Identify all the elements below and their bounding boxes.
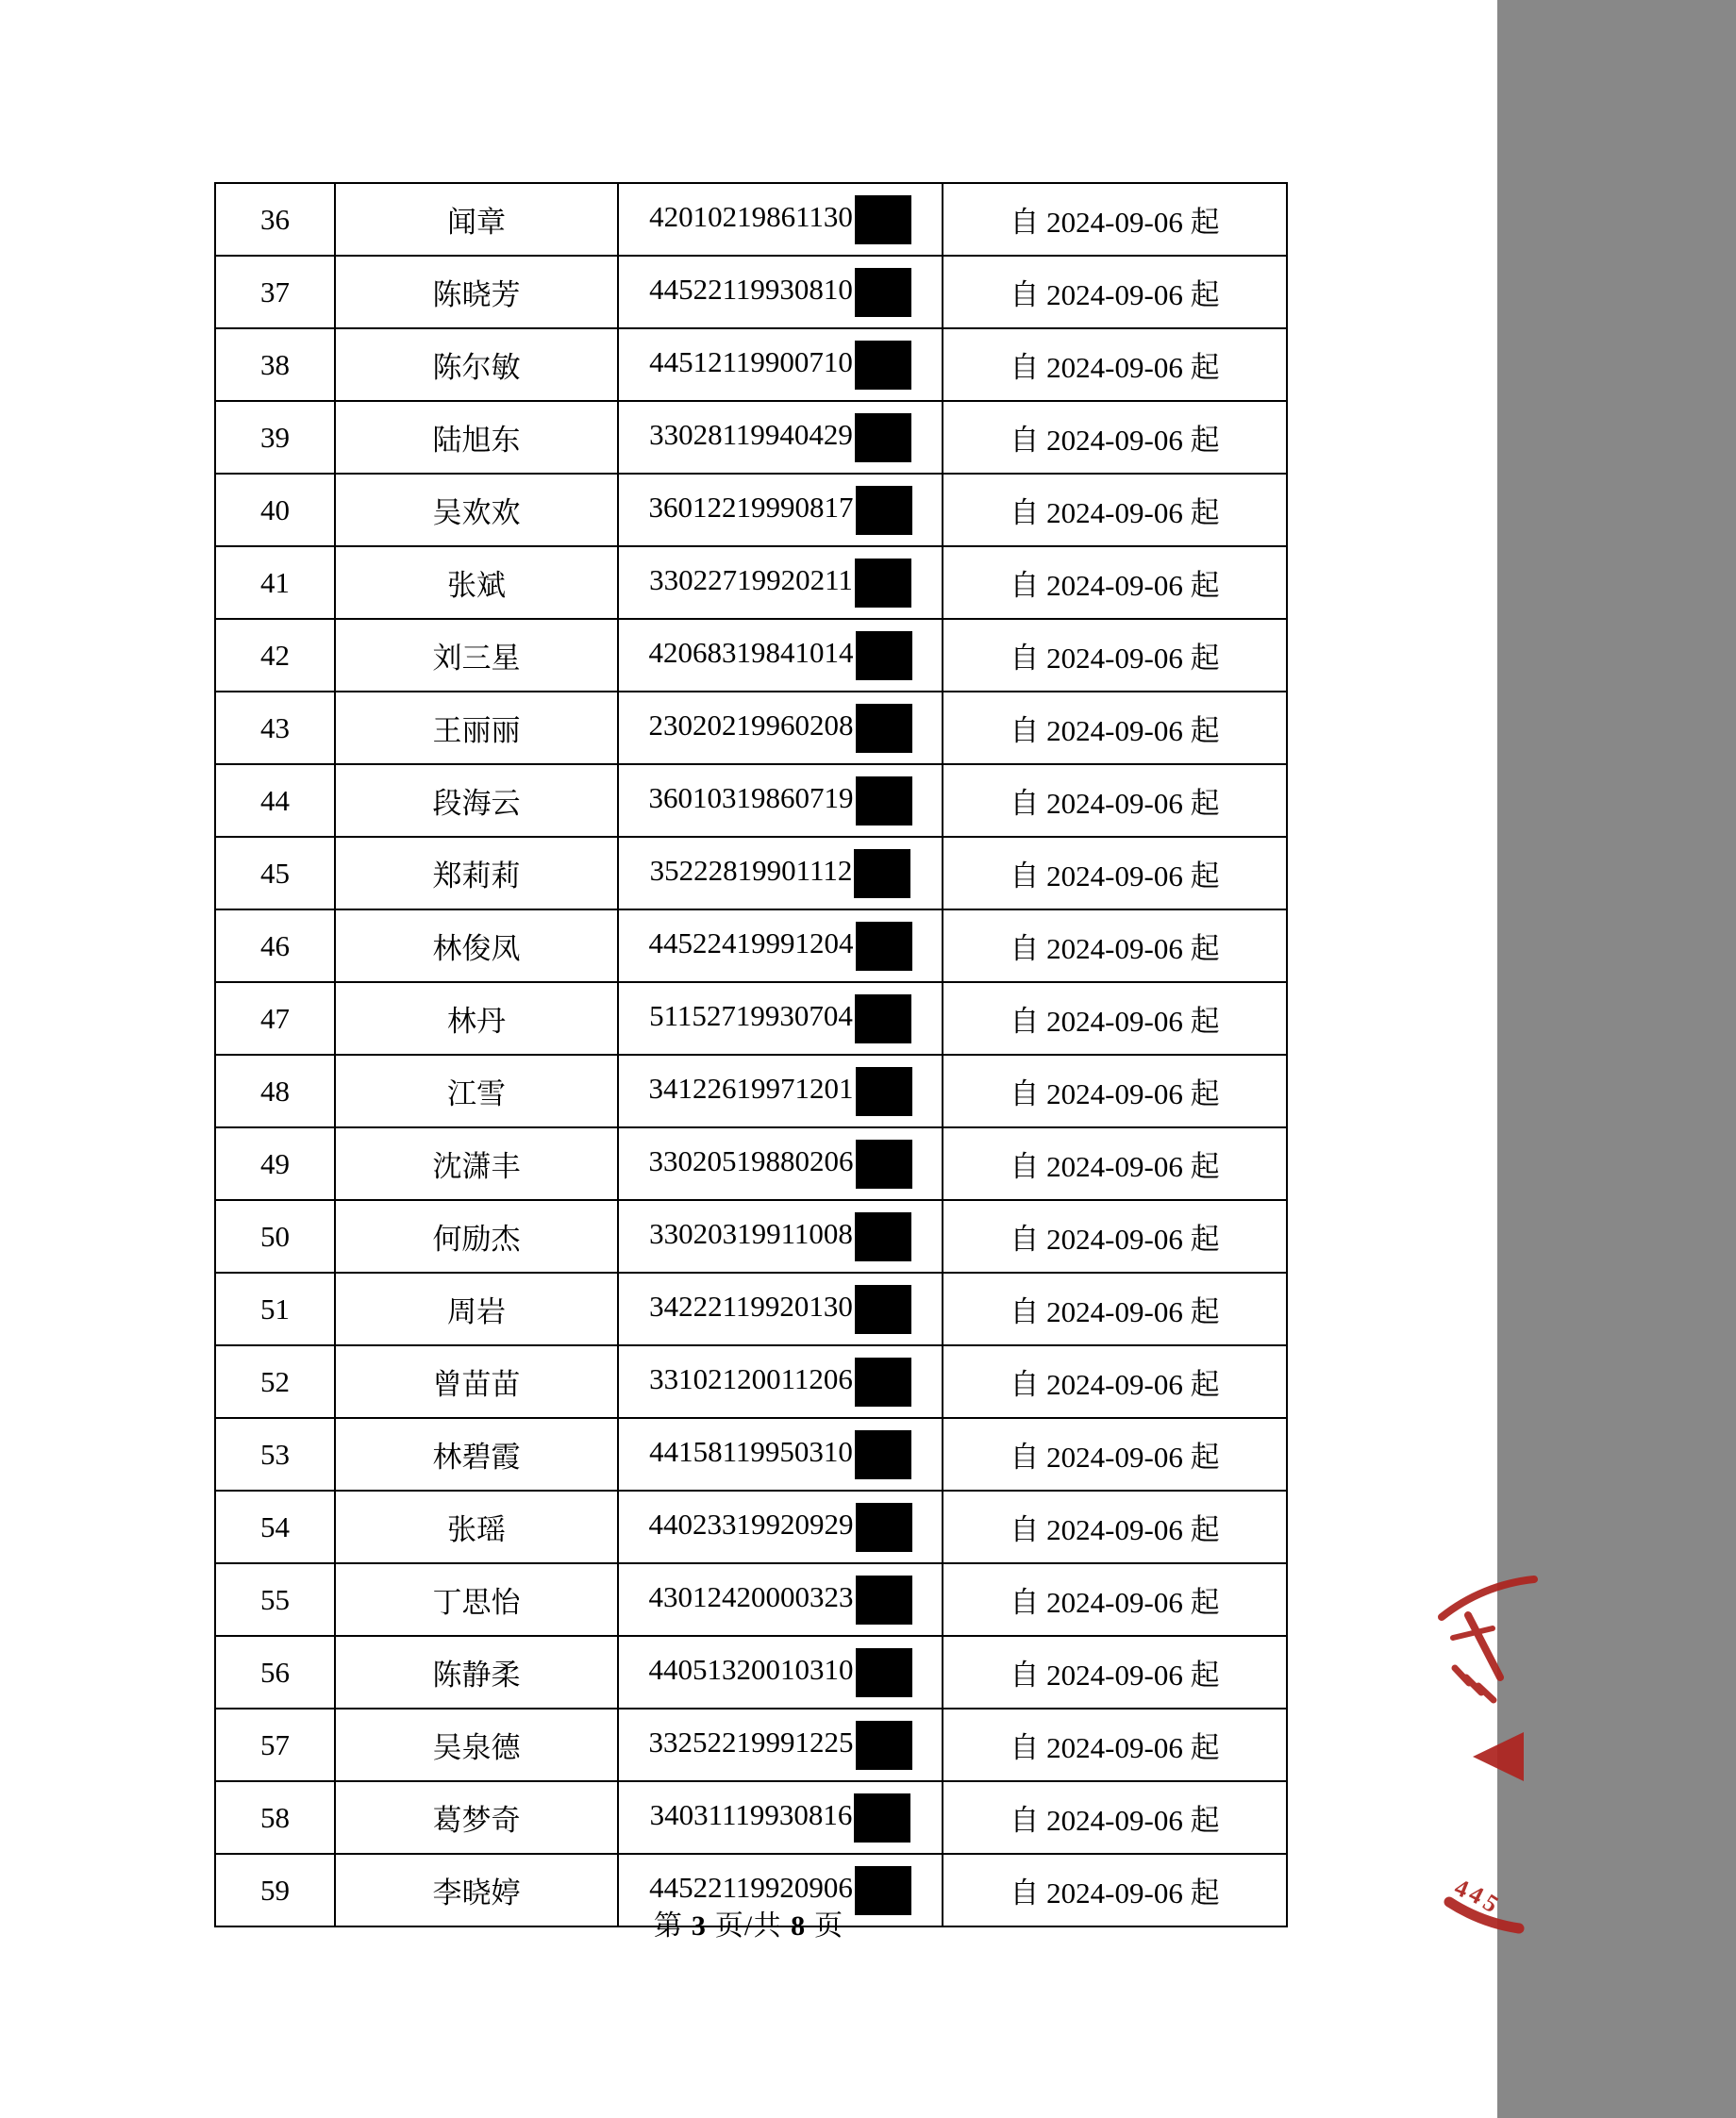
id-number-cell (618, 1418, 943, 1491)
seal-character-stroke-tick3 (1478, 1686, 1494, 1700)
id-number-cell (618, 1491, 943, 1563)
table-row (215, 474, 1287, 546)
person-name: 林俊凤 (432, 932, 521, 965)
valid-from-cell (943, 692, 1287, 764)
person-name: 段海云 (432, 787, 521, 820)
id-number-visible-digits: 44158119950310 (649, 1434, 853, 1468)
row-number: 43 (260, 710, 290, 744)
name-cell (335, 401, 618, 474)
table-row (215, 1636, 1287, 1709)
valid-from-text: 自 2024-09-06 起 (1010, 1731, 1220, 1764)
valid-from-cell (943, 1273, 1287, 1345)
table-row (215, 1418, 1287, 1491)
row-number-cell (215, 1127, 335, 1200)
valid-from-cell (943, 256, 1287, 328)
name-cell (335, 1563, 618, 1636)
name-cell (335, 1418, 618, 1491)
table-row (215, 328, 1287, 401)
row-number-cell (215, 1491, 335, 1563)
id-number-visible-digits: 44512119900710 (649, 344, 853, 378)
table-row (215, 1273, 1287, 1345)
person-name: 陈尔敏 (432, 351, 521, 384)
row-number-cell (215, 764, 335, 837)
row-number-cell (215, 474, 335, 546)
valid-from-cell (943, 1563, 1287, 1636)
id-number-visible-digits: 34122619971201 (648, 1071, 854, 1105)
id-number-visible-digits: 34031119930816 (649, 1797, 853, 1831)
row-number: 58 (260, 1800, 290, 1834)
person-name: 吴泉德 (432, 1731, 521, 1764)
table-row (215, 1055, 1287, 1127)
table-row (215, 909, 1287, 982)
valid-from-cell (943, 1345, 1287, 1418)
roster-table-body (215, 183, 1287, 1926)
redaction-box (856, 1576, 912, 1625)
name-cell (335, 1200, 618, 1273)
row-number-cell (215, 1345, 335, 1418)
id-number-cell (618, 1200, 943, 1273)
row-number: 54 (260, 1509, 290, 1543)
footer-label-after: 页 (814, 1910, 844, 1942)
row-number: 56 (260, 1655, 290, 1689)
row-number: 44 (260, 783, 290, 817)
table-row (215, 183, 1287, 256)
redaction-box (856, 776, 912, 826)
redaction-box (856, 1067, 912, 1116)
row-number-cell (215, 1055, 335, 1127)
valid-from-text: 自 2024-09-06 起 (1010, 278, 1220, 311)
table-row (215, 692, 1287, 764)
redaction-box (854, 849, 910, 898)
seal-character-stroke-diagonal (1468, 1615, 1500, 1677)
seal-ring-top-arc (1442, 1579, 1534, 1617)
id-number-visible-digits: 33020319911008 (649, 1216, 853, 1250)
valid-from-text: 自 2024-09-06 起 (1010, 932, 1220, 965)
person-name: 周岩 (447, 1295, 506, 1328)
redaction-box (856, 631, 912, 680)
person-name: 吴欢欢 (432, 496, 521, 529)
valid-from-cell (943, 764, 1287, 837)
id-number-cell (618, 183, 943, 256)
redaction-box (855, 413, 911, 462)
id-number-cell (618, 764, 943, 837)
id-number-visible-digits: 34222119920130 (649, 1289, 853, 1323)
row-number-cell (215, 401, 335, 474)
redaction-box (856, 704, 912, 753)
valid-from-text: 自 2024-09-06 起 (1010, 1368, 1220, 1401)
valid-from-cell (943, 474, 1287, 546)
person-name: 曾苗苗 (432, 1368, 521, 1401)
valid-from-cell (943, 982, 1287, 1055)
valid-from-text: 自 2024-09-06 起 (1010, 1223, 1220, 1256)
redaction-box (856, 1140, 912, 1189)
row-number-cell (215, 1563, 335, 1636)
person-name: 葛梦奇 (432, 1804, 521, 1837)
valid-from-text: 自 2024-09-06 起 (1010, 714, 1220, 747)
name-cell (335, 982, 618, 1055)
page-footer (0, 1902, 1497, 1943)
roster-table (214, 182, 1288, 1927)
person-name: 何励杰 (432, 1223, 521, 1256)
row-number: 42 (260, 638, 290, 672)
name-cell (335, 1709, 618, 1781)
redaction-box (854, 1793, 910, 1843)
name-cell (335, 837, 618, 909)
row-number-cell (215, 1200, 335, 1273)
valid-from-cell (943, 328, 1287, 401)
table-row (215, 1127, 1287, 1200)
redaction-box (855, 268, 911, 317)
row-number: 45 (260, 856, 290, 890)
row-number-cell (215, 909, 335, 982)
id-number-visible-digits: 33102120011206 (649, 1361, 853, 1395)
valid-from-text: 自 2024-09-06 起 (1010, 1295, 1220, 1328)
valid-from-text: 自 2024-09-06 起 (1010, 1659, 1220, 1692)
id-number-visible-digits: 43012420000323 (648, 1579, 854, 1613)
seal-serial-digit-2: 4 (1464, 1879, 1489, 1910)
table-row (215, 1709, 1287, 1781)
valid-from-cell (943, 1781, 1287, 1854)
row-number-cell (215, 982, 335, 1055)
redaction-box (855, 195, 911, 244)
redaction-box (856, 486, 912, 535)
row-number-cell (215, 256, 335, 328)
footer-label-before: 第 (653, 1910, 683, 1942)
valid-from-cell (943, 837, 1287, 909)
valid-from-text: 自 2024-09-06 起 (1010, 1077, 1220, 1110)
name-cell (335, 764, 618, 837)
row-number-cell (215, 1418, 335, 1491)
valid-from-text: 自 2024-09-06 起 (1010, 1876, 1220, 1910)
id-number-cell (618, 1127, 943, 1200)
row-number: 59 (260, 1873, 290, 1907)
valid-from-cell (943, 1200, 1287, 1273)
row-number-cell (215, 1636, 335, 1709)
valid-from-cell (943, 909, 1287, 982)
id-number-visible-digits: 44051320010310 (648, 1652, 854, 1686)
seal-star-point (1473, 1732, 1524, 1781)
valid-from-text: 自 2024-09-06 起 (1010, 206, 1220, 239)
id-number-cell (618, 619, 943, 692)
id-number-visible-digits: 33252219991225 (648, 1725, 854, 1759)
table-row (215, 764, 1287, 837)
seal-serial-digit-1: 4 (1450, 1873, 1473, 1904)
redaction-box (855, 1430, 911, 1479)
id-number-cell (618, 982, 943, 1055)
valid-from-text: 自 2024-09-06 起 (1010, 496, 1220, 529)
redaction-box (855, 341, 911, 390)
name-cell (335, 183, 618, 256)
id-number-visible-digits: 42068319841014 (648, 635, 854, 669)
valid-from-cell (943, 1709, 1287, 1781)
row-number: 49 (260, 1146, 290, 1180)
valid-from-text: 自 2024-09-06 起 (1010, 1513, 1220, 1546)
row-number-cell (215, 328, 335, 401)
row-number: 51 (260, 1292, 290, 1326)
id-number-cell (618, 1636, 943, 1709)
valid-from-text: 自 2024-09-06 起 (1010, 787, 1220, 820)
row-number-cell (215, 619, 335, 692)
footer-page-number: 3 (691, 1910, 707, 1942)
valid-from-text: 自 2024-09-06 起 (1010, 351, 1220, 384)
valid-from-text: 自 2024-09-06 起 (1010, 859, 1220, 892)
row-number-cell (215, 692, 335, 764)
name-cell (335, 1345, 618, 1418)
person-name: 李晓婷 (432, 1876, 521, 1910)
row-number: 52 (260, 1364, 290, 1398)
name-cell (335, 909, 618, 982)
seal-character-stroke-tick2 (1466, 1677, 1481, 1693)
table-row (215, 619, 1287, 692)
footer-label-middle: 页/共 (714, 1910, 783, 1942)
person-name: 丁思怡 (432, 1586, 521, 1619)
person-name: 江雪 (447, 1077, 506, 1110)
table-row (215, 1563, 1287, 1636)
table-row (215, 982, 1287, 1055)
valid-from-text: 自 2024-09-06 起 (1010, 642, 1220, 675)
id-number-cell (618, 1345, 943, 1418)
redaction-box (856, 1721, 912, 1770)
id-number-cell (618, 1781, 943, 1854)
redaction-box (855, 1212, 911, 1261)
id-number-visible-digits: 23020219960208 (648, 708, 854, 742)
name-cell (335, 1055, 618, 1127)
valid-from-cell (943, 1055, 1287, 1127)
name-cell (335, 1636, 618, 1709)
table-row (215, 1200, 1287, 1273)
id-number-cell (618, 909, 943, 982)
row-number: 57 (260, 1727, 290, 1761)
person-name: 张瑶 (447, 1513, 506, 1546)
valid-from-cell (943, 1127, 1287, 1200)
row-number: 50 (260, 1219, 290, 1253)
row-number: 48 (260, 1074, 290, 1108)
id-number-cell (618, 474, 943, 546)
id-number-cell (618, 1709, 943, 1781)
id-number-cell (618, 328, 943, 401)
id-number-visible-digits: 44522119930810 (649, 272, 853, 306)
valid-from-cell (943, 401, 1287, 474)
table-row (215, 1491, 1287, 1563)
redaction-box (855, 1285, 911, 1334)
row-number: 55 (260, 1582, 290, 1616)
person-name: 林碧霞 (432, 1441, 521, 1474)
row-number-cell (215, 1709, 335, 1781)
table-row (215, 1781, 1287, 1854)
person-name: 张斌 (447, 569, 506, 602)
person-name: 陆旭东 (432, 424, 521, 457)
name-cell (335, 1781, 618, 1854)
id-number-visible-digits: 33028119940429 (649, 417, 853, 451)
redaction-box (855, 559, 911, 608)
table-row (215, 1345, 1287, 1418)
name-cell (335, 256, 618, 328)
valid-from-text: 自 2024-09-06 起 (1010, 569, 1220, 602)
id-number-visible-digits: 35222819901112 (649, 853, 853, 887)
row-number-cell (215, 837, 335, 909)
row-number: 36 (260, 202, 290, 236)
valid-from-cell (943, 1418, 1287, 1491)
id-number-visible-digits: 51152719930704 (649, 998, 853, 1032)
valid-from-cell (943, 1491, 1287, 1563)
person-name: 郑莉莉 (432, 859, 521, 892)
name-cell (335, 1127, 618, 1200)
person-name: 刘三星 (432, 642, 521, 675)
official-seal (1359, 1557, 1736, 1953)
id-number-cell (618, 1273, 943, 1345)
table-row (215, 837, 1287, 909)
name-cell (335, 1491, 618, 1563)
name-cell (335, 1273, 618, 1345)
redaction-box (856, 1648, 912, 1697)
valid-from-cell (943, 183, 1287, 256)
footer-total-pages: 8 (791, 1910, 807, 1942)
row-number: 37 (260, 275, 290, 309)
id-number-visible-digits: 36012219990817 (648, 490, 854, 524)
person-name: 沈潇丰 (432, 1150, 521, 1183)
id-number-cell (618, 1055, 943, 1127)
id-number-cell (618, 837, 943, 909)
name-cell (335, 619, 618, 692)
name-cell (335, 692, 618, 764)
id-number-cell (618, 1563, 943, 1636)
person-name: 林丹 (447, 1005, 506, 1038)
row-number: 40 (260, 492, 290, 526)
id-number-cell (618, 256, 943, 328)
person-name: 王丽丽 (432, 714, 521, 747)
id-number-visible-digits: 44023319920929 (648, 1507, 854, 1541)
id-number-cell (618, 401, 943, 474)
id-number-cell (618, 546, 943, 619)
person-name: 闻章 (447, 206, 506, 239)
valid-from-text: 自 2024-09-06 起 (1010, 1005, 1220, 1038)
valid-from-text: 自 2024-09-06 起 (1010, 1441, 1220, 1474)
redaction-box (856, 922, 912, 971)
row-number: 47 (260, 1001, 290, 1035)
id-number-visible-digits: 36010319860719 (648, 780, 854, 814)
person-name: 陈晓芳 (432, 278, 521, 311)
name-cell (335, 474, 618, 546)
table-row (215, 401, 1287, 474)
redaction-box (855, 1358, 911, 1407)
valid-from-text: 自 2024-09-06 起 (1010, 424, 1220, 457)
valid-from-text: 自 2024-09-06 起 (1010, 1586, 1220, 1619)
row-number-cell (215, 546, 335, 619)
row-number-cell (215, 1273, 335, 1345)
id-number-visible-digits: 33022719920211 (649, 562, 853, 596)
name-cell (335, 546, 618, 619)
row-number-cell (215, 183, 335, 256)
id-number-visible-digits: 44522119920906 (649, 1870, 853, 1904)
valid-from-cell (943, 619, 1287, 692)
valid-from-cell (943, 546, 1287, 619)
row-number: 39 (260, 420, 290, 454)
name-cell (335, 328, 618, 401)
id-number-visible-digits: 42010219861130 (649, 199, 853, 233)
table-row (215, 546, 1287, 619)
seal-serial-digit-3: 5 (1477, 1888, 1504, 1919)
redaction-box (856, 1503, 912, 1552)
redaction-box (855, 994, 911, 1043)
row-number: 41 (260, 565, 290, 599)
row-number: 53 (260, 1437, 290, 1471)
id-number-cell (618, 692, 943, 764)
row-number: 46 (260, 928, 290, 962)
seal-character-stroke-bar (1453, 1628, 1493, 1638)
row-number-cell (215, 1781, 335, 1854)
valid-from-text: 自 2024-09-06 起 (1010, 1804, 1220, 1837)
person-name: 陈静柔 (432, 1659, 521, 1692)
valid-from-text: 自 2024-09-06 起 (1010, 1150, 1220, 1183)
row-number: 38 (260, 347, 290, 381)
id-number-visible-digits: 33020519880206 (648, 1143, 854, 1177)
valid-from-cell (943, 1636, 1287, 1709)
table-row (215, 256, 1287, 328)
id-number-visible-digits: 44522419991204 (648, 926, 854, 959)
seal-character-stroke-tick1 (1455, 1668, 1469, 1683)
